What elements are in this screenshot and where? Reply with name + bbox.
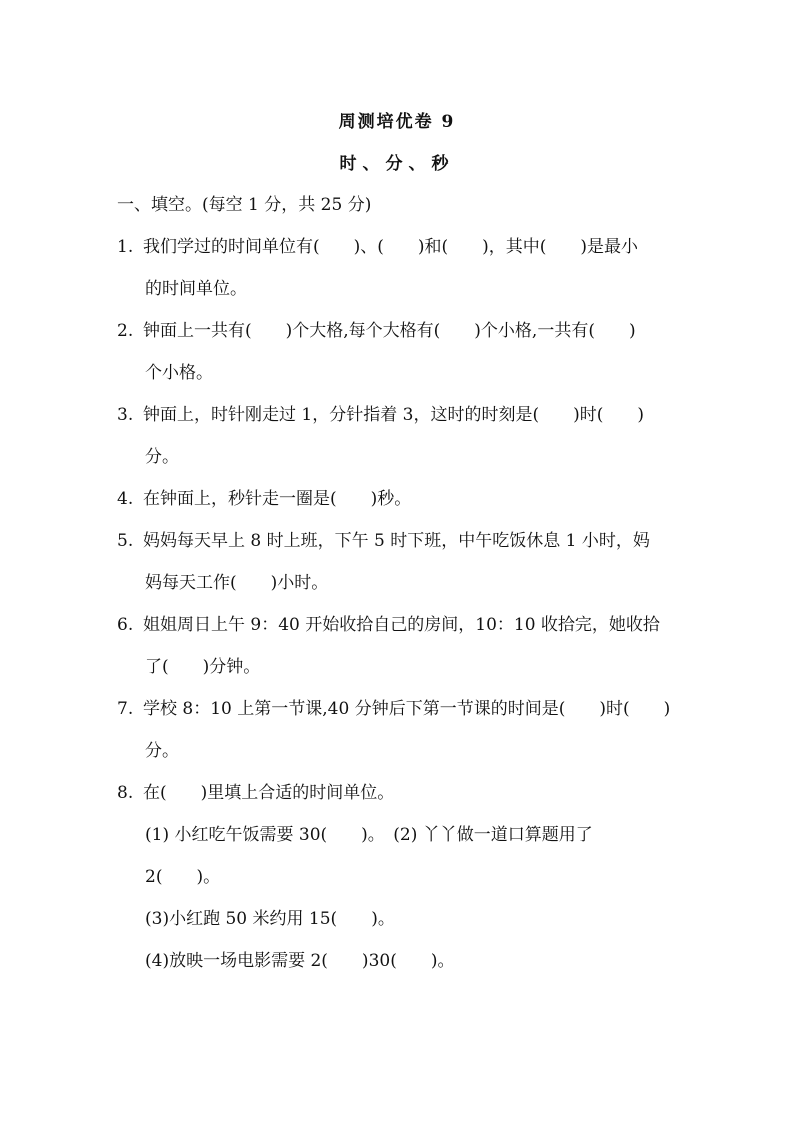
question-3-continuation: 分。 [145, 447, 179, 467]
question-2-continuation: 个小格。 [145, 363, 213, 383]
question-text: 我们学过的时间单位有( )、( )和( )，其中( )是最小 [143, 237, 639, 257]
question-text: 在钟面上，秒针走一圈是( )秒。 [143, 489, 412, 509]
question-number: 3. [117, 405, 134, 425]
sub-item-4: (4)放映一场电影需要 2( )30( )。 [145, 951, 455, 971]
sub-item-3: (3)小红跑 50 米约用 15( )。 [145, 909, 395, 929]
question-text: 妈妈每天早上 8 时上班，下午 5 时下班，中午吃饭休息 1 小时，妈 [143, 531, 650, 551]
question-number: 6. [117, 615, 134, 635]
question-text: 钟面上，时针刚走过 1，分针指着 3，这时的时刻是( )时( ) [143, 405, 644, 425]
question-4 [117, 484, 411, 509]
question-6 [117, 610, 660, 635]
worksheet-subtitle: 时、分、秒 [339, 154, 455, 174]
question-7 [117, 694, 670, 719]
question-1-continuation: 的时间单位。 [145, 279, 247, 299]
question-2 [117, 316, 636, 341]
question-number: 8. [117, 783, 134, 803]
question-text: 在( )里填上合适的时间单位。 [143, 783, 395, 803]
question-text: 姐姐周日上午 9：40 开始收拾自己的房间，10：10 收拾完，她收拾 [143, 615, 660, 635]
section-heading: 一、填空。(每空 1 分，共 25 分) [117, 195, 372, 215]
question-1 [117, 232, 638, 257]
question-number: 4. [117, 489, 134, 509]
question-text: 学校 8：10 上第一节课,40 分钟后下第一节课的时间是( )时( ) [143, 699, 671, 719]
question-number: 5. [117, 531, 134, 551]
question-number: 1. [117, 237, 134, 257]
sub-item-2-continuation: 2( )。 [145, 867, 221, 887]
question-5-continuation: 妈每天工作( )小时。 [145, 573, 329, 593]
question-number: 2. [117, 321, 134, 341]
question-7-continuation: 分。 [145, 741, 179, 761]
question-6-continuation: 了( )分钟。 [145, 657, 261, 677]
question-3 [117, 400, 644, 425]
question-5 [117, 526, 650, 551]
sub-item-1-2: (1) 小红吃午饭需要 30( )。 (2) 丫丫做一道口算题用了 [145, 825, 593, 845]
question-text: 钟面上一共有( )个大格,每个大格有( )个小格,一共有( ) [143, 321, 636, 341]
worksheet-title: 周测培优卷 9 [338, 112, 456, 132]
question-8 [117, 778, 394, 803]
question-number: 7. [117, 699, 134, 719]
